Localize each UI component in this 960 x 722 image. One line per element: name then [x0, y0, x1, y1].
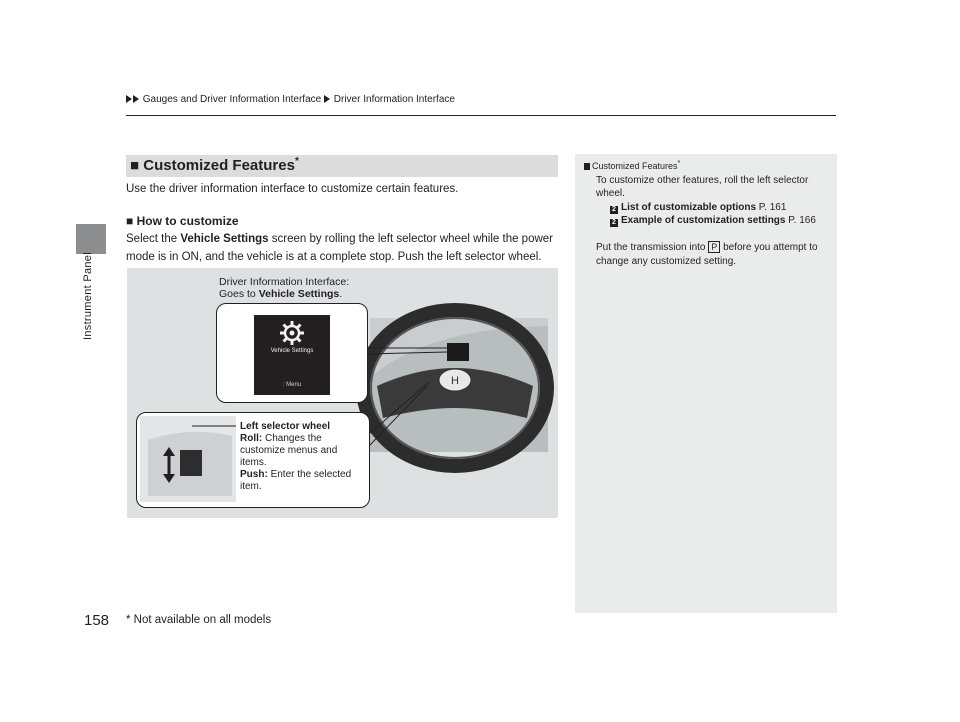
selector-wheel-closeup — [140, 416, 236, 502]
sidebar-title: Customized Features* — [584, 158, 680, 171]
breadcrumb — [126, 94, 455, 105]
gear-p-indicator: P — [708, 241, 720, 253]
gear-icon — [279, 320, 305, 346]
subheading — [126, 214, 239, 228]
arrow-link-icon: 2 — [610, 206, 618, 214]
sidebar-paragraph: To customize other features, roll the left selector wheel. 2 List of customizable options P. 161 2 Example of customization settings P. 166 — [596, 174, 826, 227]
figure-caption: Driver Information Interface: Goes to Vehicle Settings. — [219, 276, 350, 300]
screen-menu-hint: : Menu — [282, 382, 302, 388]
screen-label: Vehicle Settings — [270, 348, 314, 354]
cluster-display — [447, 343, 469, 361]
body-text: screen by rolling the left selector wheel while the power mode is in ON, and the vehicle is at a complete stop. Push the left selector wheel. — [126, 233, 553, 263]
page-number: 158 — [84, 612, 110, 629]
breadcrumb-arrow-icon — [324, 95, 330, 103]
square-bullet-icon: ■ — [130, 157, 140, 174]
header-rule — [126, 115, 836, 116]
section-tab — [76, 224, 106, 254]
wheel-description: Left selector wheel Roll: Changes the customize menus and items. Push: Enter the selected item. — [240, 421, 352, 492]
body-text: Select the — [126, 233, 181, 245]
section-marker: * — [294, 156, 299, 167]
note-marker-icon — [584, 163, 590, 170]
link-customizable-options[interactable]: 2 List of customizable options P. 161 — [610, 201, 826, 214]
arrow-link-icon: 2 — [610, 219, 618, 227]
section-tab-label: Instrument Panel — [82, 252, 94, 340]
breadcrumb-item[interactable]: Driver Information Interface — [333, 94, 455, 105]
intro-text: Use the driver information interface to customize certain features. — [126, 183, 459, 195]
subheading-text: How to customize — [136, 214, 239, 228]
body-paragraph — [126, 230, 558, 266]
breadcrumb-item[interactable]: Gauges and Driver Information Interface — [142, 94, 322, 105]
section-title: Customized Features — [143, 157, 295, 174]
footnote: * Not available on all models — [126, 614, 272, 626]
breadcrumb-arrow-icon — [126, 95, 132, 103]
sidebar-paragraph-2: Put the transmission into P before you attempt to change any customized setting. — [596, 242, 818, 267]
breadcrumb-arrow-icon — [133, 95, 139, 103]
body-term: Vehicle Settings — [180, 233, 269, 245]
svg-text:H: H — [451, 375, 459, 387]
selector-wheel-knob — [180, 450, 202, 476]
section-header — [126, 155, 558, 177]
link-customization-example[interactable]: 2 Example of customization settings P. 166 — [610, 214, 826, 227]
square-bullet-icon: ■ — [126, 214, 134, 228]
